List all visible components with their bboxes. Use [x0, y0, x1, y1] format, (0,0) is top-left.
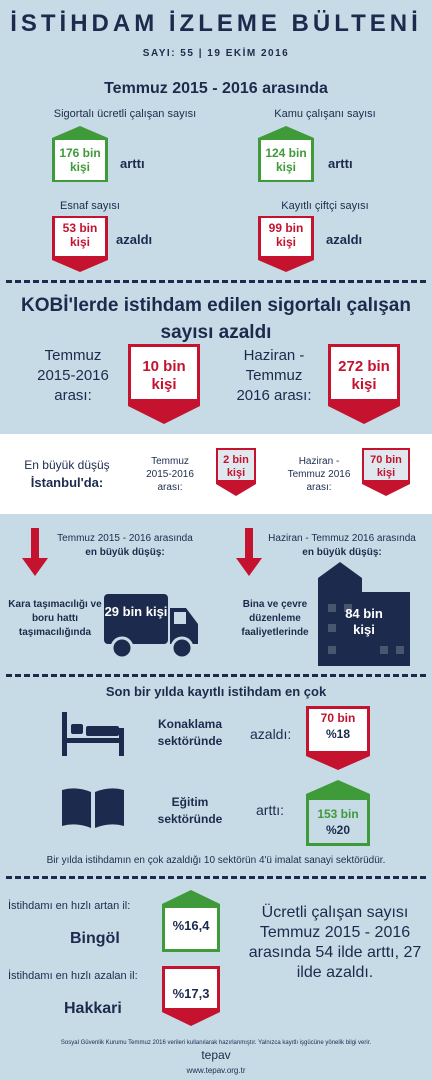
- right-drop-heading-bold: en büyük düşüş:: [302, 547, 382, 558]
- artisan-value: 53 bin kişi: [62, 221, 98, 249]
- istanbul-label-line1: En büyük düşüş: [24, 458, 110, 472]
- period-title: Temmuz 2015 - 2016 arasında: [104, 80, 328, 97]
- fastest-rise-city: Bingöl: [70, 930, 120, 947]
- accommodation-sector: Konaklama sektöründe: [157, 717, 223, 748]
- fastest-fall-value: %17,3: [172, 986, 210, 1001]
- section-divider: [6, 280, 426, 283]
- istanbul-right-value: 70 bin kişi: [370, 454, 402, 479]
- public-value: 124 bin kişi: [265, 146, 307, 174]
- brand-logo: tepav: [201, 1048, 231, 1062]
- istanbul-label-line2: İstanbul'da:: [30, 475, 104, 490]
- fastest-fall-label: İstihdamı en hızlı azalan il:: [8, 970, 138, 982]
- kobi-right-label: Haziran - Temmuz 2016 arası:: [236, 347, 312, 404]
- accommodation-value: [306, 710, 370, 742]
- insured-value: 176 bin kişi: [59, 146, 101, 174]
- book-icon: [60, 786, 126, 830]
- fastest-rise-label: İstihdamı en hızlı artan il:: [8, 900, 131, 912]
- province-summary: Ücretli çalışan sayısı Temmuz 2015 - 2016 arasında 54 ilde arttı, 27 ilde azaldı.: [248, 904, 422, 981]
- fastest-fall-city: Hakkari: [64, 1000, 122, 1017]
- left-drop-sector: Kara taşımacılığı ve boru hattı taşımacılığında: [8, 599, 102, 638]
- issue-info: SAYI: 55 | 19 EKİM 2016: [142, 48, 290, 59]
- istanbul-left-label: Temmuz 2015-2016 arası:: [146, 456, 194, 493]
- section-divider: [6, 674, 426, 677]
- last-year-title: Son bir yılda kayıtlı istihdam en çok: [105, 684, 327, 699]
- accommodation-value-line1: 70 bin: [320, 711, 356, 725]
- right-drop-value: 84 bin kişi: [345, 606, 383, 637]
- accommodation-change: azaldı:: [250, 726, 292, 742]
- istanbul-left-value: 2 bin kişi: [223, 454, 249, 479]
- kobi-left-label: Temmuz 2015-2016 arası:: [37, 347, 109, 404]
- farmer-value: 99 bin kişi: [268, 221, 304, 249]
- education-sector: Eğitim sektöründe: [157, 795, 223, 826]
- artisan-label: Esnaf sayısı: [60, 200, 120, 212]
- kobi-right-value: 272 bin kişi: [338, 358, 390, 393]
- right-drop-sector: Bina ve çevre düzenleme faaliyetlerinde: [241, 599, 309, 638]
- kobi-title-line2: sayısı azaldı: [160, 322, 272, 343]
- education-value: [306, 806, 370, 838]
- website-link[interactable]: www.tepav.org.tr: [186, 1066, 246, 1075]
- fastest-rise-value: %16,4: [172, 918, 210, 933]
- public-label: Kamu çalışanı sayısı: [274, 108, 376, 120]
- source-note: Sosyal Güvenlik Kurumu Temmuz 2016 verileri kullanılarak hazırlanmıştır. Yalnızca kayıtlı işgücüne yönelik bilgi verir.: [60, 1040, 372, 1046]
- insured-change: arttı: [120, 156, 145, 171]
- istanbul-right-label: Haziran - Temmuz 2016 arası:: [287, 456, 351, 493]
- left-drop-heading: [50, 532, 200, 560]
- down-arrow-icon: [22, 528, 48, 576]
- education-value-line1: 153 bin: [317, 807, 359, 821]
- truck-icon: [104, 590, 200, 662]
- down-arrow-icon: [236, 528, 262, 576]
- right-drop-heading-text: Haziran - Temmuz 2016 arasında: [268, 533, 416, 544]
- kobi-left-value: 10 bin kişi: [142, 358, 186, 393]
- farmer-label: Kayıtlı çiftçi sayısı: [281, 200, 369, 212]
- left-drop-value: 29 bin kişi: [104, 604, 168, 619]
- artisan-change: azaldı: [116, 232, 153, 247]
- bed-icon: [62, 712, 124, 756]
- education-value-line2: %20: [325, 823, 351, 837]
- accommodation-value-line2: %18: [325, 727, 351, 741]
- farmer-change: azaldı: [326, 232, 363, 247]
- istanbul-label: [8, 457, 126, 491]
- right-drop-heading: [262, 532, 422, 560]
- public-change: arttı: [328, 156, 353, 171]
- left-drop-heading-bold: en büyük düşüş:: [85, 547, 165, 558]
- manufacturing-note: Bir yılda istihdamın en çok azaldığı 10 sektörün 4'ü imalat sanayi sektörüdür.: [46, 855, 386, 866]
- left-drop-heading-text: Temmuz 2015 - 2016 arasında: [57, 533, 193, 544]
- bulletin-title: İSTİHDAM İZLEME BÜLTENİ: [10, 10, 422, 37]
- kobi-title-line1: KOBİ'lerde istihdam edilen sigortalı çalışan: [21, 295, 411, 316]
- insured-label: Sigortalı ücretli çalışan sayısı: [53, 108, 197, 120]
- education-change: arttı:: [256, 802, 285, 818]
- section-divider: [6, 876, 426, 879]
- kobi-title: [0, 292, 432, 346]
